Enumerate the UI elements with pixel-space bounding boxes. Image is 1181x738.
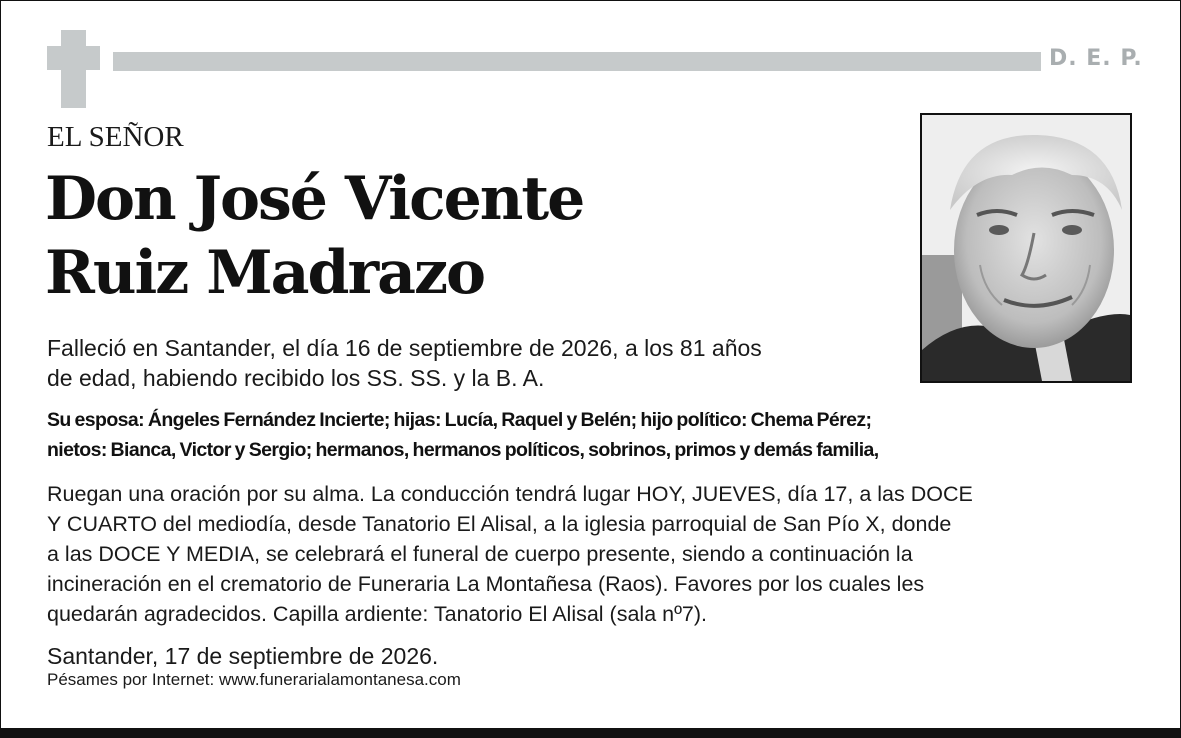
header-rule [113,52,1041,71]
condolences-line: Pésames por Internet: www.funerarialamontanesa.com [47,670,461,689]
honorific: EL SEÑOR [47,121,184,153]
family-line1: Su esposa: Ángeles Fernández Incierte; hijas: Lucía, Raquel y Belén; hijo político: Chema Pérez; [47,409,872,431]
dep-label: D. E. P. [1049,46,1143,71]
death-notice-line2: de edad, habiendo recibido los SS. SS. y la B. A. [47,365,545,391]
place-date: Santander, 17 de septiembre de 2026. [47,643,439,669]
cross-horizontal-bar [47,46,100,70]
funeral-announcement [47,479,1157,629]
death-notice-line1: Falleció en Santander, el día 16 de septiembre de 2026, a los 81 años [47,335,762,361]
announcement-line5: quedarán agradecidos. Capilla ardiente: Tanatorio El Alisal (sala nº7). [47,602,708,626]
family-line2: nietos: Bianca, Victor y Sergio; hermanos, hermanos políticos, sobrinos, primos y demás familia, [47,439,879,461]
portrait-image [922,115,1130,381]
deceased-name-line2: Ruiz Madrazo [45,238,485,308]
portrait-photo [920,113,1132,383]
announcement-line3: a las DOCE Y MEDIA, se celebrará el funeral de cuerpo presente, siendo a continuación la [47,542,913,566]
deceased-name [45,162,583,310]
death-notice [47,333,907,393]
bottom-border [0,728,1181,738]
announcement-line1: Ruegan una oración por su alma. La conducción tendrá lugar HOY, JUEVES, día 17, a las DOCE [47,482,973,506]
deceased-name-line1: Don José Vicente [45,164,584,234]
announcement-line2: Y CUARTO del mediodía, desde Tanatorio El Alisal, a la iglesia parroquial de San Pío X, donde [47,512,952,536]
family-list [47,405,1157,465]
announcement-line4: incineración en el crematorio de Funeraria La Montañesa (Raos). Favores por los cuales les [47,572,925,596]
